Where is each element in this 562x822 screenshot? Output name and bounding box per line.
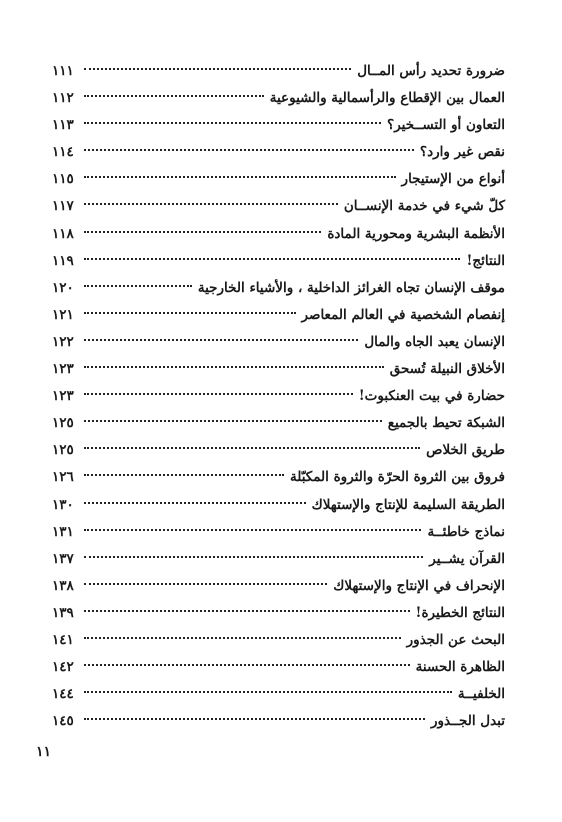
- dot-leader: [84, 231, 321, 233]
- toc-entry-title: الإنحراف في الإنتاج والإستهلاك: [333, 577, 505, 594]
- toc-entry-page-number: ١٤١: [52, 631, 74, 648]
- toc-entry: [52, 166, 505, 193]
- toc-entry-page-number: ١١٣: [52, 117, 74, 134]
- toc-entry-title: القرآن يشــير: [429, 550, 505, 567]
- dot-leader: [84, 610, 410, 612]
- toc-entry: [52, 221, 505, 248]
- dot-leader: [84, 339, 358, 341]
- toc-entry-page-number: ١١١: [52, 63, 74, 79]
- toc-entry: [52, 410, 505, 437]
- dot-leader: [84, 285, 192, 287]
- dot-leader: [84, 312, 296, 314]
- toc-entry-page-number: ١٢٥: [52, 442, 74, 459]
- toc-entry: [52, 383, 505, 410]
- toc-entry: [52, 275, 505, 302]
- toc-entry-title: موقف الإنسان تجاه الغرائز الداخلية ، والأشياء الخارجية: [197, 279, 505, 296]
- toc-entry: [52, 681, 505, 708]
- dot-leader: [84, 529, 421, 531]
- toc-entry: [52, 58, 505, 85]
- toc-entry-title: الشبكة تحيط بالجميع: [387, 415, 505, 432]
- dot-leader: [84, 420, 382, 422]
- toc-entry: [52, 654, 505, 681]
- dot-leader: [84, 718, 425, 720]
- toc-entry: [52, 437, 505, 464]
- dot-leader: [84, 258, 460, 260]
- toc-entry: [52, 492, 505, 519]
- toc-entry-title: أنواع من الإستيجار: [401, 171, 505, 188]
- toc-entry: [52, 573, 505, 600]
- toc-entry: [52, 139, 505, 166]
- dot-leader: [84, 691, 452, 693]
- toc-entry-page-number: ١٢١: [52, 306, 74, 323]
- toc-entry-page-number: ١٢٠: [52, 279, 74, 296]
- toc-entry: [52, 193, 505, 220]
- toc-entry-title: الإنسان يعبد الجاه والمال: [364, 333, 505, 350]
- toc-entry-page-number: ١٤٤: [52, 686, 74, 703]
- toc-entry-page-number: ١١٨: [52, 225, 74, 242]
- dot-leader: [84, 447, 420, 449]
- toc-entry: [52, 356, 505, 383]
- dot-leader: [84, 637, 401, 639]
- toc-entry-title: حضارة في بيت العنكبوت!: [358, 388, 505, 405]
- dot-leader: [84, 664, 410, 666]
- dot-leader: [84, 583, 327, 585]
- toc-entry-page-number: ١٢٥: [52, 415, 74, 432]
- toc-entry-page-number: ١٣١: [52, 523, 74, 540]
- toc-entry-page-number: ١١٥: [52, 171, 74, 188]
- toc-entry-title: طريق الخلاص: [426, 442, 505, 459]
- toc-entry-page-number: ١١٢: [52, 90, 74, 107]
- dot-leader: [84, 393, 353, 395]
- toc-entry-page-number: ١٢٣: [52, 388, 74, 405]
- toc-entry-page-number: ١٣٠: [52, 496, 74, 513]
- toc-entry-title: التعاون أو التســخير؟: [387, 117, 505, 134]
- toc-entry-page-number: ١١٧: [52, 198, 74, 215]
- toc-entry-title: العمال بين الإقطاع والرأسمالية والشيوعية: [269, 90, 505, 107]
- toc-entry-title: الأخلاق النبيلة تُسحق: [389, 361, 505, 378]
- toc-entry: [52, 519, 505, 546]
- toc-entry: [52, 627, 505, 654]
- toc-entry-page-number: ١٣٧: [52, 550, 74, 567]
- toc-entry-title: تبدل الجــذور: [430, 713, 505, 730]
- table-of-contents: [52, 58, 505, 735]
- toc-entry-title: نقص غير وارد؟: [419, 144, 505, 161]
- toc-entry-title: النتائج الخطيرة!: [415, 604, 505, 621]
- dot-leader: [84, 95, 264, 97]
- toc-entry-page-number: ١١٤: [52, 144, 74, 161]
- page-number: ١١: [36, 744, 52, 760]
- toc-entry-title: نماذج خاطئــة: [427, 523, 505, 540]
- toc-entry: [52, 708, 505, 735]
- dot-leader: [84, 474, 284, 476]
- toc-entry-title: الطريقة السليمة للإنتاج والإستهلاك: [311, 496, 505, 513]
- toc-entry-page-number: ١١٩: [52, 252, 74, 269]
- toc-entry-title: الخلفيــة: [457, 686, 505, 703]
- toc-entry: [52, 464, 505, 491]
- toc-entry-page-number: ١٣٩: [52, 604, 74, 621]
- toc-entry: [52, 248, 505, 275]
- dot-leader: [84, 68, 351, 70]
- dot-leader: [84, 176, 396, 178]
- toc-entry: [52, 546, 505, 573]
- toc-entry: [52, 600, 505, 627]
- toc-entry-page-number: ١٣٨: [52, 577, 74, 594]
- dot-leader: [84, 203, 338, 205]
- toc-entry: [52, 329, 505, 356]
- toc-entry-title: إنفصام الشخصية في العالم المعاصر: [301, 306, 505, 323]
- toc-entry-page-number: ١٢٣: [52, 361, 74, 378]
- toc-entry-page-number: ١٤٥: [52, 713, 74, 730]
- dot-leader: [84, 366, 384, 368]
- toc-entry-title: البحث عن الجذور: [406, 631, 505, 648]
- toc-entry-title: الأنظمة البشرية ومحورية المادة: [327, 225, 505, 242]
- dot-leader: [84, 502, 306, 504]
- dot-leader: [84, 149, 414, 151]
- toc-entry-title: النتائج!: [466, 252, 505, 269]
- toc-entry-page-number: ١٢٦: [52, 469, 74, 486]
- toc-entry-title: فروق بين الثروة الحرّة والثروة المكبّلة: [290, 469, 505, 486]
- toc-entry-page-number: ١٤٢: [52, 659, 74, 676]
- toc-entry-title: ضرورة تحديد رأس المــال: [357, 63, 505, 79]
- dot-leader: [84, 122, 381, 124]
- toc-entry: [52, 112, 505, 139]
- toc-entry-title: الظاهرة الحسنة: [415, 659, 505, 676]
- toc-entry-page-number: ١٢٢: [52, 333, 74, 350]
- toc-entry: [52, 85, 505, 112]
- toc-entry: [52, 302, 505, 329]
- toc-entry-title: كلّ شيء في خدمة الإنســان: [343, 198, 505, 215]
- dot-leader: [84, 556, 423, 558]
